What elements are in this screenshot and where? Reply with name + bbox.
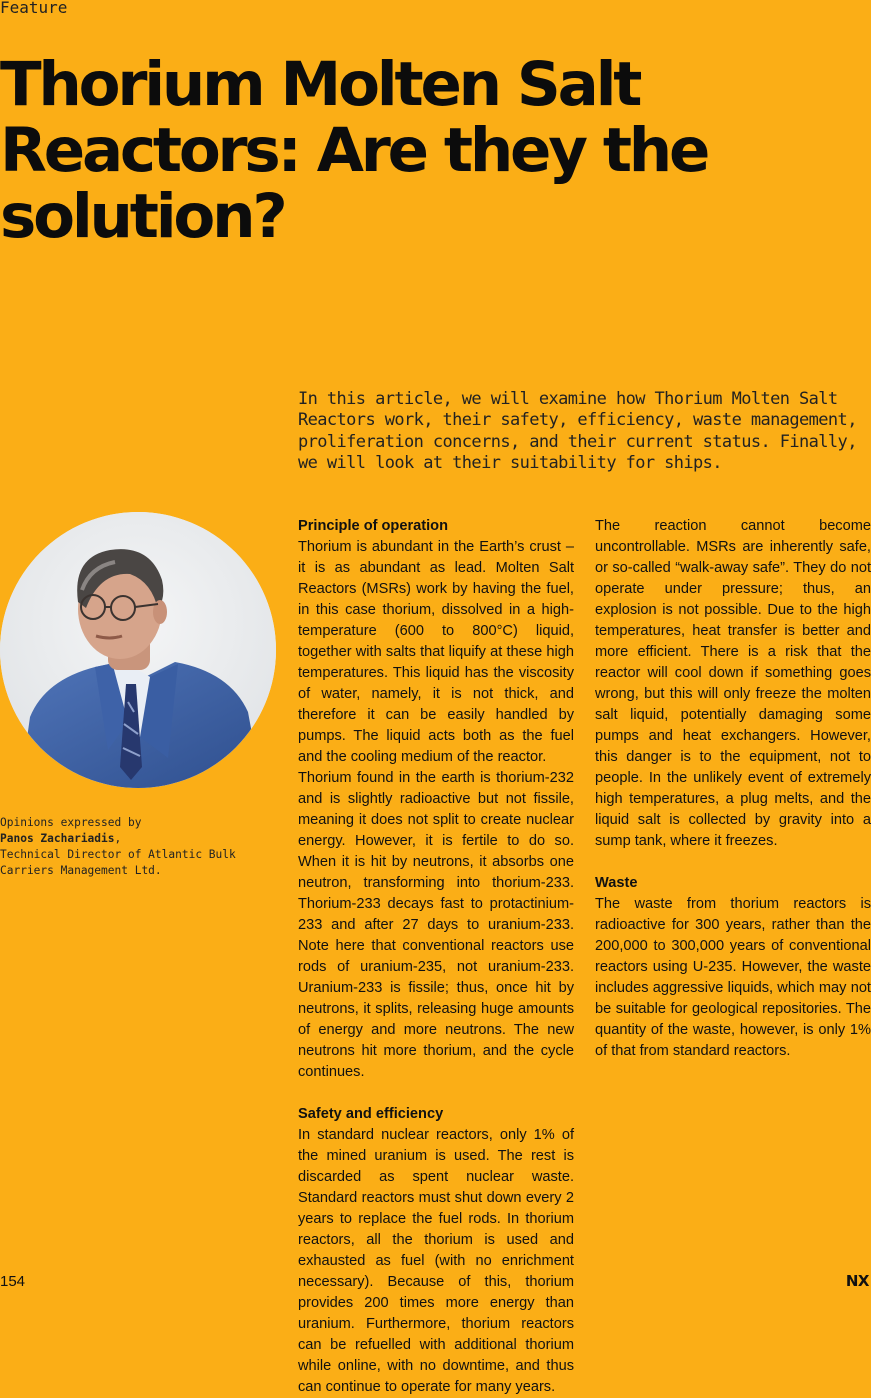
article-column-right: [595, 516, 871, 1062]
author-role: Technical Director of Atlantic Bulk Carriers Management Ltd.: [0, 848, 236, 877]
author-portrait: [0, 512, 276, 788]
heading-safety: Safety and efficiency: [298, 1106, 444, 1122]
heading-waste: Waste: [595, 875, 638, 891]
safety-paragraph-1: In standard nuclear reactors, only 1% of the mined uranium is used. The rest is discarded as spent nuclear waste. Standard reactors must shut down every 2 years to replace the fuel rods. In thorium reactors, all the thorium is used and exhausted as fuel (with no enrichment necessary). Because of this, thorium provides 200 times more energy than uranium. Furthermore, thorium reactors can be refuelled with additional thorium while online, with no downtime, and thus can continue to operate for many years.: [298, 1127, 574, 1395]
principle-paragraph-2: Thorium found in the earth is thorium-232 and is slightly radioactive but not fissile, meaning it does not split to create nuclear energy. However, it is fertile to do so. When it is hit by neutrons, it absorbs one neutron, transforming into thorium-233. Thorium-233 decays fast to protactinium-233 and after 27 days to uranium-233. Note here that conventional reactors use rods of uranium-235, not uranium-233. Uranium-233 is fissile; thus, once hit by neutrons, it splits, releasing huge amounts of energy and more neutrons. The new neutrons hit more thorium, and the cycle continues.: [298, 770, 574, 1080]
safety-paragraph-2: The reaction cannot become uncontrollable. MSRs are inherently safe, or so-called “walk-away safe”. They do not operate under pressure; thus, an explosion is not possible. Due to the high temperatures, heat transfer is better and more efficient. There is a risk that the reactor will cool down if something goes wrong, but this will only freeze the molten salt liquid, potentially damaging some pumps and heat exchangers. However, this danger is to the equipment, not to people. In the unlikely event of extremely high temperatures, a plug melts, and the liquid salt is collected by gravity into a sump tank, where it freezes.: [595, 518, 871, 849]
spacer: [298, 1083, 574, 1104]
author-photo-illustration: [0, 512, 276, 788]
author-name: Panos Zachariadis: [0, 832, 115, 845]
caption-prefix: Opinions expressed by: [0, 816, 142, 829]
article-column-left: [298, 516, 574, 1398]
waste-paragraph-1: The waste from thorium reactors is radioactive for 300 years, rather than the 200,000 to 300,000 years of conventional reactors using U-235. However, the waste includes aggressive liquids, which may not be suitable for geological repositories. The quantity of the waste, however, is only 1% of that from standard reactors.: [595, 896, 871, 1059]
author-name-suffix: ,: [114, 832, 122, 845]
article-intro: In this article, we will examine how Thorium Molten Salt Reactors work, their safety, efficiency, waste management, proliferation concerns, and their current status. Finally, we will look at their suitability for ships.: [298, 389, 857, 473]
heading-principle: Principle of operation: [298, 518, 449, 534]
section-label: Feature: [0, 0, 68, 17]
principle-paragraph-1: Thorium is abundant in the Earth’s crust – it is as abundant as lead. Molten Salt Reactors (MSRs) work by having the fuel, in this case thorium, dissolved in a high-temperature (600 to 800°C) liquid, together with salts that liquify at these high temperatures. This liquid has the viscosity of water, namely, it is not thick, and therefore it can be easily handled by pumps. The liquid acts both as the fuel and the cooling medium of the reactor.: [298, 539, 574, 765]
article-title: Thorium Molten Salt Reactors: Are they the solution?: [0, 49, 708, 252]
brand-logo: NX: [845, 1272, 869, 1290]
spacer: [595, 852, 871, 873]
page-number: 154: [0, 1273, 26, 1290]
author-caption: [0, 815, 260, 879]
